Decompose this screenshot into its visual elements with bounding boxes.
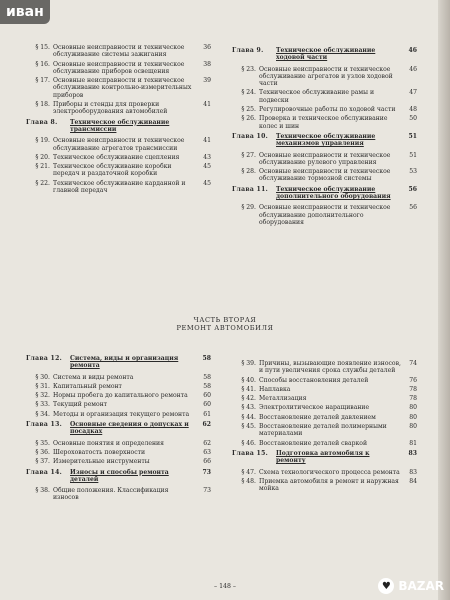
entry-number: § 29. [241,204,256,212]
page-number: – 148 – [214,583,236,590]
entry-title: Приемка автомобиля в ремонт и наружная мойка [259,477,399,493]
entry-number: § 27. [241,151,256,159]
entry-number: § 38. [35,487,50,495]
toc-entry [26,487,211,502]
chapter-label: Глава 15. [232,449,269,457]
entry-page: 38 [203,60,211,68]
toc-entry [232,377,417,384]
toc-entry [232,414,417,421]
chapter-page: 46 [408,47,417,54]
toc-entry [232,423,417,438]
entry-title: Техническое обслуживание рамы и подвески [259,89,375,104]
entry-title: Основные неисправности и техническое обслуживание дополнительного оборудования [259,204,391,226]
entry-number: § 26. [241,115,256,123]
entry-number: § 18. [35,101,50,109]
entry-title: Капитальный ремонт [53,382,122,390]
part-number: ЧАСТЬ ВТОРАЯ [193,316,257,324]
toc-chapter [232,450,417,465]
chapter-page: 73 [202,468,211,476]
entry-page: 39 [203,77,211,85]
toc-entry [26,458,211,465]
entry-title: Электролитическое наращивание [259,404,370,412]
entry-page: 45 [203,179,211,187]
toc-entry [232,404,417,411]
toc-entry [232,440,417,447]
entry-title: Основные неисправности и техническое обслуживание системы зажигания [53,44,185,59]
entry-number: § 47. [241,468,256,476]
toc-entry [26,374,211,381]
chapter-page: 62 [202,421,211,429]
entry-number: § 39. [241,360,256,367]
toc-entry [232,106,417,113]
toc-entry [26,77,211,99]
entry-title: Основные понятия и определения [53,439,164,447]
toc-top-left [26,44,211,196]
entry-title: Измерительные инструменты [53,458,150,466]
toc-entry [26,61,211,76]
entry-title: Восстановление деталей полимерными материалами [259,423,387,438]
chapter-title: Износы и способы ремонта деталей [70,468,169,483]
toc-entry [26,154,211,161]
chapter-label: Глава 14. [26,468,63,476]
entry-title: Проверка и техническое обслуживание колес и шин [259,115,388,130]
toc-entry [26,401,211,408]
entry-page: 60 [203,392,211,400]
entry-title: Основные неисправности и техническое обслуживание агрегатов и узлов ходовой части [259,65,393,88]
toc-entry [26,411,211,418]
entry-page: 80 [409,423,417,431]
chapter-page: 51 [408,132,417,140]
entry-page: 46 [409,65,417,73]
entry-page: 63 [203,448,211,456]
toc-entry [232,395,417,402]
entry-number: § 34. [35,410,50,418]
uploader-label: иван [0,0,50,24]
entry-page: 45 [203,163,211,171]
chapter-title: Техническое обслуживание дополнительного оборудования [276,185,391,201]
entry-page: 50 [409,115,417,123]
toc-entry [232,66,417,88]
entry-number: § 15. [35,44,50,51]
entry-page: 53 [409,168,417,176]
chapter-title: Основные сведения о допусках и посадках [70,421,189,436]
entry-page: 66 [203,458,211,466]
chapter-page: 56 [408,185,417,193]
part-heading [0,316,450,332]
entry-number: § 40. [241,376,256,384]
entry-page: 74 [409,360,417,367]
chapter-title: Подготовка автомобиля к ремонту [276,449,370,465]
chapter-title: Техническое обслуживание ходовой части [276,47,376,62]
entry-page: 78 [409,385,417,393]
toc-entry [26,44,211,59]
entry-page: 58 [203,382,211,390]
chapter-label: Глава 12. [26,355,63,362]
toc-entry [26,163,211,178]
entry-title: Общие положения. Классификация износов [53,487,169,502]
toc-entry [26,440,211,447]
entry-page: 83 [409,468,417,476]
toc-chapter [232,47,417,62]
entry-page: 48 [409,106,417,114]
toc-entry [232,204,417,226]
entry-page: 41 [203,137,211,145]
entry-page: 80 [409,413,417,421]
entry-number: § 45. [241,423,256,431]
chapter-label: Глава 8. [26,118,58,126]
entry-page: 47 [409,89,417,97]
chapter-title: Техническое обслуживание механизмов управления [276,132,376,148]
toc-entry [232,360,417,375]
entry-number: § 44. [241,413,256,421]
entry-number: § 32. [35,392,50,400]
toc-entry [232,469,417,476]
toc-entry [26,101,211,116]
entry-page: 36 [203,44,211,51]
entry-title: Техническое обслуживание карданной и главной передач [53,179,186,195]
entry-number: § 48. [241,477,256,485]
toc-entry [26,180,211,195]
toc-top-right [232,44,417,228]
entry-title: Система и виды ремонта [53,373,134,381]
entry-number: § 36. [35,448,50,456]
entry-title: Основные неисправности и техническое обслуживание рулевого управления [259,151,391,166]
heart-icon: ♥ [378,578,394,594]
entry-number: § 23. [241,65,256,73]
chapter-label: Глава 13. [26,421,63,429]
toc-chapter [26,119,211,134]
entry-title: Схема технологического процесса ремонта [259,468,400,476]
entry-number: § 22. [35,179,50,187]
entry-number: § 37. [35,458,50,466]
toc-entry [232,478,417,493]
entry-number: § 16. [35,60,50,68]
entry-number: § 43. [241,404,256,412]
entry-page: 51 [409,151,417,159]
entry-page: 81 [409,439,417,447]
entry-page: 76 [409,376,417,384]
toc-entry [26,137,211,152]
toc-bottom-right [232,360,417,494]
chapter-label: Глава 11. [232,185,269,193]
toc-chapter [26,469,211,484]
part-title: РЕМОНТ АВТОМОБИЛЯ [176,324,274,332]
entry-number: § 19. [35,137,50,145]
entry-title: Регулировочные работы по ходовой части [259,106,396,114]
entry-page: 84 [409,477,417,485]
toc-entry [26,392,211,399]
entry-title: Способы восстановления деталей [259,376,369,384]
chapter-page: 58 [202,355,211,362]
entry-number: § 35. [35,439,50,447]
entry-number: § 21. [35,163,50,171]
entry-number: § 46. [241,439,256,447]
entry-number: § 17. [35,77,50,85]
toc-entry [232,152,417,167]
entry-page: 80 [409,404,417,412]
entry-title: Наплавка [259,385,291,393]
entry-number: § 33. [35,401,50,409]
toc-bottom-left [26,352,211,504]
entry-number: § 28. [241,168,256,176]
toc-chapter [26,421,211,436]
entry-title: Основные неисправности и техническое обслуживание контрольно-измерительных приборов [53,77,192,99]
toc-entry [232,89,417,104]
watermark-text: BAZAR [398,579,444,593]
page-edge-shadow [438,0,450,600]
toc-entry [232,168,417,183]
chapter-page: 83 [408,449,417,457]
entry-title: Основные неисправности и техническое обслуживание агрегатов трансмиссии [53,137,185,152]
entry-title: Основные неисправности и техническое обслуживание приборов освещения [53,60,185,75]
entry-page: 62 [203,439,211,447]
chapter-page [195,119,211,134]
chapter-label: Глава 10. [232,132,269,140]
entry-number: § 31. [35,382,50,390]
toc-chapter [26,355,211,370]
entry-title: Восстановление деталей давлением [259,413,376,421]
chapter-title: Техническое обслуживание трансмиссии [70,118,170,133]
entry-title: Нормы пробега до капитального ремонта [53,392,188,400]
entry-page: 43 [203,153,211,161]
chapter-label: Глава 9. [232,47,264,54]
entry-title: Методы и организация текущего ремонта [53,410,190,418]
chapter-title: Система, виды и организация ремонта [70,355,179,370]
entry-title: Шероховатость поверхности [53,448,146,456]
entry-page: 78 [409,395,417,403]
entry-number: § 24. [241,89,256,97]
toc-entry [26,383,211,390]
entry-page: 41 [203,101,211,109]
entry-title: Основные неисправности и техническое обслуживание тормозной системы [259,168,391,183]
entry-page: 73 [203,487,211,495]
entry-number: § 42. [241,395,256,403]
entry-page: 60 [203,401,211,409]
entry-title: Причины, вызывающие появление износов, и пути увеличения срока службы деталей [259,360,401,375]
entry-number: § 25. [241,106,256,114]
entry-page: 58 [203,373,211,381]
toc-entry [232,386,417,393]
entry-title: Техническое обслуживание коробки передач и раздаточной коробки [53,163,172,178]
entry-title: Техническое обслуживание сцепления [53,153,180,161]
toc-entry [26,449,211,456]
watermark-logo [378,578,444,594]
entry-title: Восстановление деталей сваркой [259,439,368,447]
entry-number: § 20. [35,153,50,161]
toc-chapter [232,133,417,148]
entry-title: Текущий ремонт [53,401,108,409]
toc-entry [232,115,417,130]
entry-number: § 41. [241,385,256,393]
entry-page: 56 [409,204,417,212]
entry-title: Металлизация [259,395,307,403]
toc-chapter [232,186,417,201]
entry-number: § 30. [35,373,50,381]
entry-page: 61 [203,410,211,418]
entry-title: Приборы и стенды для проверки электрооборудования автомобилей [53,101,168,116]
